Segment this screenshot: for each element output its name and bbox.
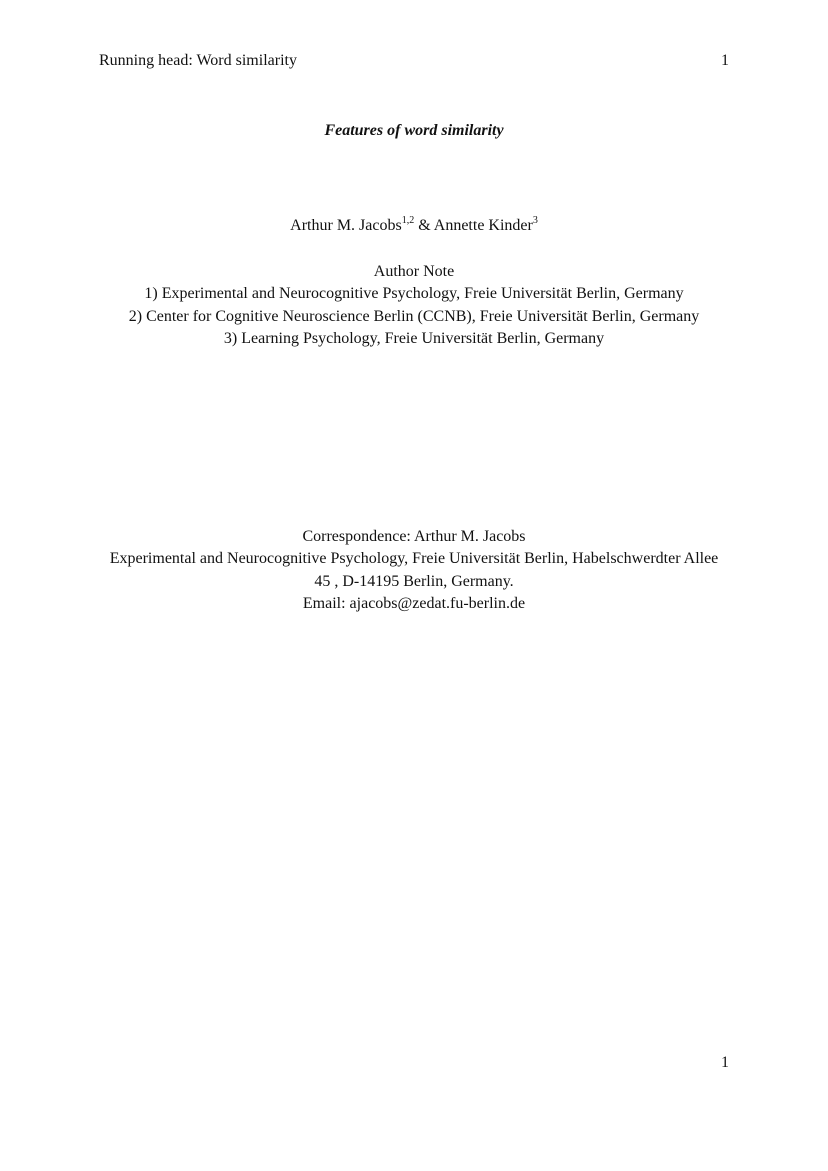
correspondence-block	[0, 526, 828, 615]
paper-title: Features of word similarity	[324, 122, 504, 139]
affiliation-line: 1) Experimental and Neurocognitive Psychology, Freie Universität Berlin, Germany	[144, 285, 684, 303]
running-head: Running head: Word similarity	[99, 52, 297, 69]
author-note-heading: Author Note	[373, 263, 455, 280]
author-affiliation-marker: 1,2	[401, 214, 415, 226]
author-note	[0, 261, 828, 350]
author-name: Annette Kinder	[433, 217, 533, 234]
author-separator: &	[414, 217, 434, 234]
correspondence-email: Email: ajacobs@zedat.fu-berlin.de	[302, 594, 526, 612]
correspondence-heading: Correspondence: Arthur M. Jacobs	[302, 528, 526, 545]
affiliation-line: 2) Center for Cognitive Neuroscience Berlin (CCNB), Freie Universität Berlin, Germany	[128, 307, 700, 325]
correspondence-address: Experimental and Neurocognitive Psychology, Freie Universität Berlin, Habelschwerdter Allee	[109, 550, 719, 568]
author-name: Arthur M. Jacobs	[290, 217, 402, 234]
affiliation-line: 3) Learning Psychology, Freie Universität Berlin, Germany	[223, 329, 605, 347]
author-affiliation-marker: 3	[532, 214, 538, 226]
author-line	[0, 216, 828, 236]
correspondence-address-continued: 45 , D-14195 Berlin, Germany.	[314, 572, 514, 590]
header-page-number: 1	[721, 52, 729, 69]
footer-page-number: 1	[721, 1054, 729, 1071]
